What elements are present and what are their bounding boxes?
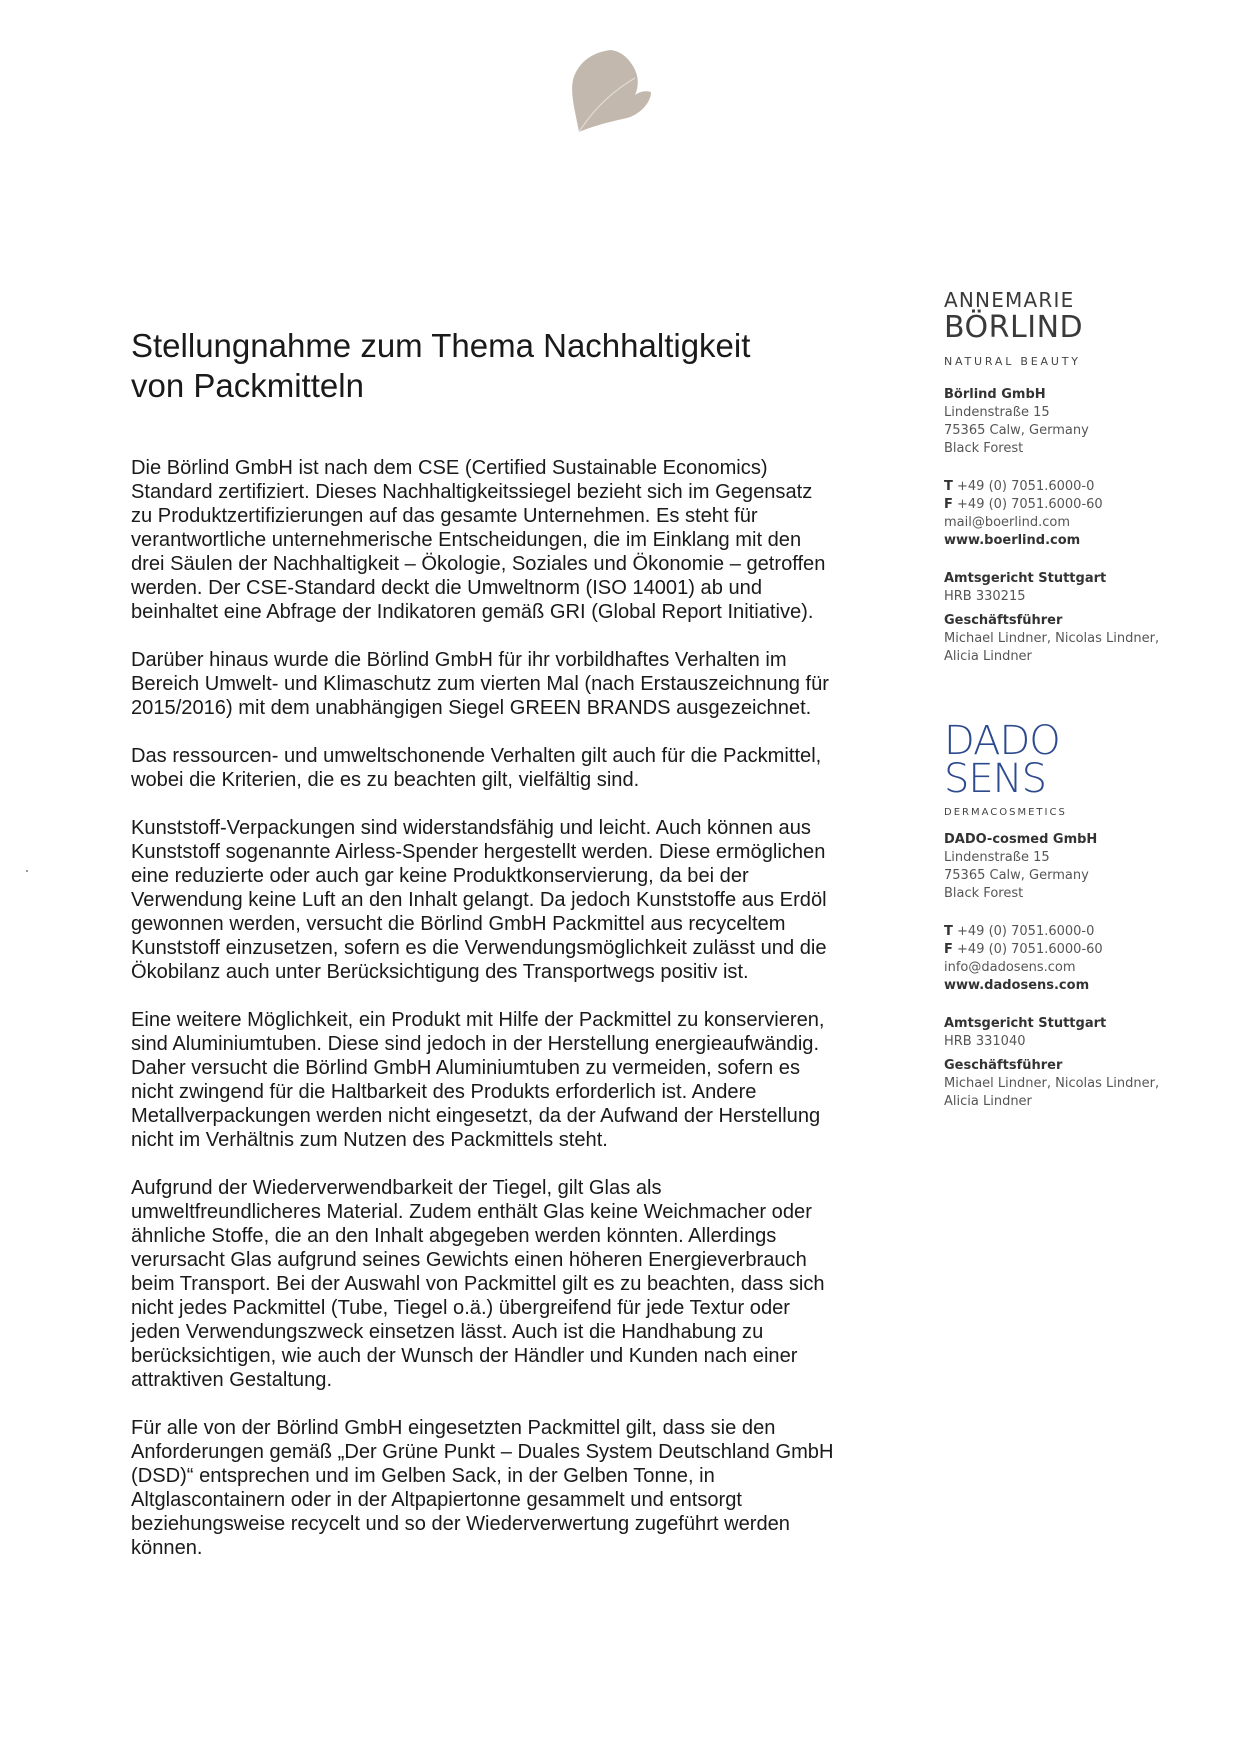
company1-ceo-line2: Alicia Lindner <box>944 649 1032 664</box>
annemarie-boerlind-logo <box>944 288 1083 370</box>
company1-web: www.boerlind.com <box>944 533 1081 548</box>
company1-region: Black Forest <box>944 441 1024 456</box>
company2-street: Lindenstraße 15 <box>944 850 1050 865</box>
company2-region: Black Forest <box>944 886 1024 901</box>
company1-ceo-label: Geschäftsführer <box>944 613 1063 628</box>
company1-hrb: HRB 330215 <box>944 589 1026 604</box>
company2-phone-row <box>944 923 1194 941</box>
company1-contact <box>944 478 1194 550</box>
text-line: ähnliche Stoffe, die an den Inhalt abgegeben werden könnten. Allerdings <box>131 1225 777 1247</box>
phone-label: T <box>944 924 953 939</box>
company2-web: www.dadosens.com <box>944 978 1090 993</box>
company2-email: info@dadosens.com <box>944 960 1076 975</box>
text-line: gewonnen werden, versucht die Börlind GmbH Packmittel aus recyceltem <box>131 913 786 935</box>
company1-court: Amtsgericht Stuttgart <box>944 571 1107 586</box>
text-line: Kunststoff einzusetzen, sofern es die Verwendungsmöglichkeit zulässt und die <box>131 937 827 959</box>
fax-label: F <box>944 497 953 512</box>
text-line: Kunststoff sogenannte Airless-Spender hergestellt werden. Diese ermöglichen <box>131 841 826 863</box>
text-line: beim Transport. Bei der Auswahl von Packmittel gilt es zu beachten, dass sich <box>131 1273 825 1295</box>
text-line: nicht jedes Packmittel (Tube, Tiegel o.ä.) übergreifend für jede Textur oder <box>131 1297 790 1319</box>
text-line: Das ressourcen- und umweltschonende Verhalten gilt auch für die Packmittel, <box>131 745 822 767</box>
text-line: jeden Verwendungszweck einsetzen lässt. Auch ist die Handhabung zu <box>131 1321 764 1343</box>
company1-address <box>944 386 1194 458</box>
company2-phone: +49 (0) 7051.6000-0 <box>957 924 1095 939</box>
paragraph-green-brands <box>131 648 881 720</box>
brand1-line1: ANNEMARIE <box>944 288 1075 312</box>
dado-sens-logo <box>944 718 1067 820</box>
text-line: Altglascontainern oder in der Altpapiertonne gesammelt und entsorgt <box>131 1489 743 1511</box>
fax-label: F <box>944 942 953 957</box>
text-line: sind Aluminiumtuben. Diese sind jedoch in der Herstellung energieaufwändig. <box>131 1033 820 1055</box>
text-line: verursacht Glas aufgrund seines Gewichts einen höheren Energieverbrauch <box>131 1249 807 1271</box>
company2-name: DADO-cosmed GmbH <box>944 832 1098 847</box>
company1-phone: +49 (0) 7051.6000-0 <box>957 479 1095 494</box>
text-line: Anforderungen gemäß „Der Grüne Punkt – Duales System Deutschland GmbH <box>131 1441 834 1463</box>
company1-info <box>944 386 1194 666</box>
text-line: Verwendung keine Luft an den Inhalt gelangt. Da jedoch Kunststoffe aus Erdöl <box>131 889 827 911</box>
company2-city: 75365 Calw, Germany <box>944 868 1089 883</box>
company2-contact <box>944 923 1194 995</box>
company2-hrb: HRB 331040 <box>944 1034 1026 1049</box>
company2-address <box>944 831 1194 903</box>
company2-ceo-line1: Michael Lindner, Nicolas Lindner, <box>944 1076 1160 1091</box>
company2-ceo-line2: Alicia Lindner <box>944 1094 1032 1109</box>
margin-mark <box>26 870 28 872</box>
text-line: Standard zertifiziert. Dieses Nachhaltigkeitssiegel bezieht sich im Gegensatz <box>131 481 813 503</box>
company1-street: Lindenstraße 15 <box>944 405 1050 420</box>
text-line: attraktiven Gestaltung. <box>131 1369 333 1391</box>
text-line: drei Säulen der Nachhaltigkeit – Ökologie, Soziales und Ökonomie – getroffen <box>131 553 826 575</box>
text-line: berücksichtigen, wie auch der Wunsch der Händler und Kunden nach einer <box>131 1345 798 1367</box>
text-line: eine reduzierte oder auch gar keine Produktkonservierung, da bei der <box>131 865 749 887</box>
company1-ceo-line1: Michael Lindner, Nicolas Lindner, <box>944 631 1160 646</box>
company1-register <box>944 570 1194 606</box>
paragraph-packaging-intro <box>131 744 881 792</box>
text-line: Darüber hinaus wurde die Börlind GmbH für ihr vorbildhaftes Verhalten im <box>131 649 787 671</box>
text-line: zu Produktzertifizierungen auf das gesamte Unternehmen. Es steht für <box>131 505 758 527</box>
company2-info <box>944 831 1194 1111</box>
company2-court: Amtsgericht Stuttgart <box>944 1016 1107 1031</box>
company1-fax-row <box>944 496 1194 514</box>
text-line: Daher versucht die Börlind GmbH Aluminiumtuben zu vermeiden, sofern es <box>131 1057 800 1079</box>
brand2-line1: DADO <box>944 718 1060 764</box>
company1-management <box>944 612 1194 666</box>
paragraph-disposal <box>131 1416 881 1560</box>
company2-ceo-label: Geschäftsführer <box>944 1058 1063 1073</box>
company2-fax: +49 (0) 7051.6000-60 <box>957 942 1103 957</box>
brand1-line2: BÖRLIND <box>944 310 1084 345</box>
phone-label: T <box>944 479 953 494</box>
company2-fax-row <box>944 941 1194 959</box>
text-line: verantwortliche unternehmerische Entscheidungen, die im Einklang mit den <box>131 529 802 551</box>
text-line: Metallverpackungen werden nicht eingesetzt, da der Aufwand der Herstellung <box>131 1105 821 1127</box>
text-line: Die Börlind GmbH ist nach dem CSE (Certified Sustainable Economics) <box>131 457 768 479</box>
paragraph-plastic <box>131 816 881 984</box>
text-line: beinhaltet eine Abfrage der Indikatoren gemäß GRI (Global Report Initiative). <box>131 601 814 623</box>
company1-fax: +49 (0) 7051.6000-60 <box>957 497 1103 512</box>
company1-city: 75365 Calw, Germany <box>944 423 1089 438</box>
brand2-line2: SENS <box>944 756 1046 802</box>
text-line: 2015/2016) mit dem unabhängigen Siegel GREEN BRANDS ausgezeichnet. <box>131 697 812 719</box>
document-body <box>131 456 881 1584</box>
title-line: Stellungnahme zum Thema Nachhaltigkeit <box>131 327 751 364</box>
text-line: Für alle von der Börlind GmbH eingesetzten Packmittel gilt, dass sie den <box>131 1417 776 1439</box>
text-line: Aufgrund der Wiederverwendbarkeit der Tiegel, gilt Glas als <box>131 1177 662 1199</box>
company1-name: Börlind GmbH <box>944 387 1046 402</box>
brand2-tagline: DERMACOSMETICS <box>944 807 1067 818</box>
paragraph-aluminium <box>131 1008 881 1152</box>
text-line: wobei die Kriterien, die es zu beachten gilt, vielfältig sind. <box>131 769 640 791</box>
text-line: werden. Der CSE-Standard deckt die Umweltnorm (ISO 14001) ab und <box>131 577 763 599</box>
text-line: Eine weitere Möglichkeit, ein Produkt mit Hilfe der Packmittel zu konservieren, <box>131 1009 825 1031</box>
title-line: von Packmitteln <box>131 367 364 404</box>
document-title <box>131 326 811 406</box>
text-line: Ökobilanz auch unter Berücksichtigung des Transportwegs positiv ist. <box>131 961 749 983</box>
text-line: nicht zwingend für die Haltbarkeit des Produkts erforderlich ist. Andere <box>131 1081 757 1103</box>
company1-phone-row <box>944 478 1194 496</box>
brand1-tagline: NATURAL BEAUTY <box>944 355 1081 368</box>
text-line: Kunststoff-Verpackungen sind widerstandsfähig und leicht. Auch können aus <box>131 817 811 839</box>
company2-register <box>944 1015 1194 1051</box>
company2-management <box>944 1057 1194 1111</box>
leaf-logo-icon <box>569 48 653 134</box>
paragraph-certification <box>131 456 881 624</box>
text-line: können. <box>131 1537 203 1559</box>
text-line: (DSD)“ entsprechen und im Gelben Sack, in der Gelben Tonne, in <box>131 1465 715 1487</box>
text-line: umweltfreundlicheres Material. Zudem enthält Glas keine Weichmacher oder <box>131 1201 812 1223</box>
text-line: nicht im Verhältnis zum Nutzen des Packmittels steht. <box>131 1129 608 1151</box>
text-line: Bereich Umwelt- und Klimaschutz zum vierten Mal (nach Erstauszeichnung für <box>131 673 829 695</box>
company1-email: mail@boerlind.com <box>944 515 1071 530</box>
text-line: beziehungsweise recycelt und so der Wiederverwertung zugeführt werden <box>131 1513 790 1535</box>
paragraph-glass <box>131 1176 881 1392</box>
